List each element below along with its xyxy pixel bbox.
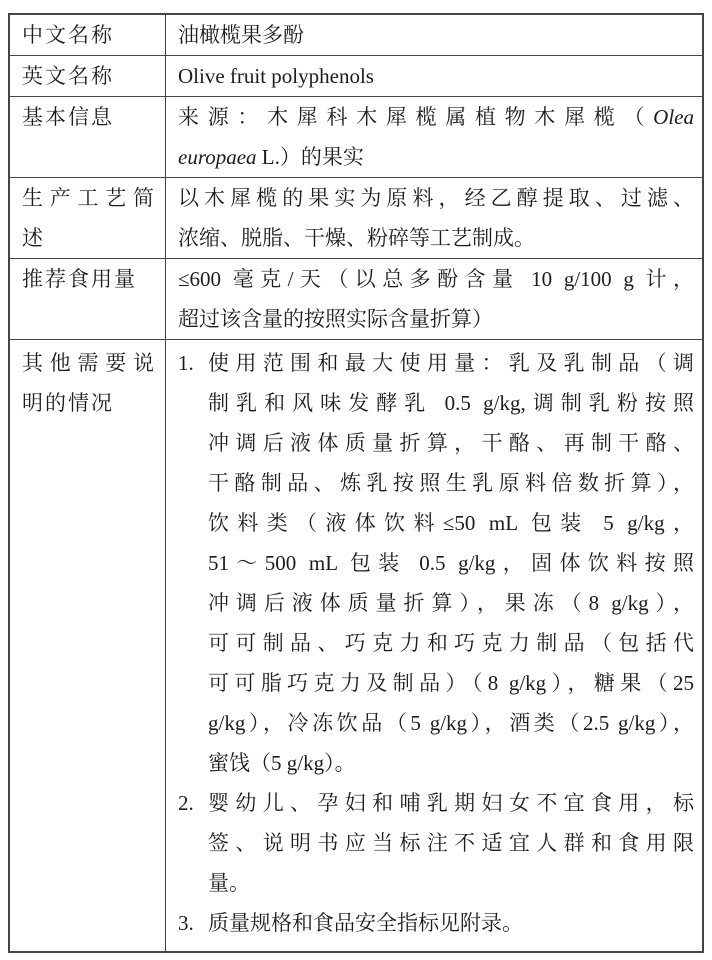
list-item-body xyxy=(208,343,694,783)
list-item-line: 冲调后液体质量折算），果冻（8 g/kg）， xyxy=(208,591,694,615)
list-item xyxy=(178,343,694,783)
row-value-line: ≤600 毫克/天（以总多酚含量 10 g/100 g 计， xyxy=(178,267,694,291)
row-label-cell xyxy=(10,97,166,177)
botanical-name-part: europaea xyxy=(178,145,257,169)
list-item-number: 3. xyxy=(178,911,194,935)
botanical-name-part: Olea xyxy=(653,105,694,129)
row-label-cell xyxy=(10,259,166,339)
table-row-english-name xyxy=(10,55,702,96)
row-label: 基本信息 xyxy=(22,105,114,129)
list-item-line: 饮料类（液体饮料≤50 mL 包装 5 g/kg， xyxy=(208,511,694,535)
list-item xyxy=(178,783,694,903)
list-item-line: 婴幼儿、孕妇和哺乳期妇女不宜食用，标 xyxy=(208,791,694,815)
table-row-chinese-name xyxy=(10,15,702,55)
row-label: 生产工艺简述 xyxy=(22,186,156,250)
list-item-body xyxy=(208,903,694,943)
row-value-cell xyxy=(166,56,702,96)
list-item-line: 签、说明书应当标注不适宜人群和食用限 xyxy=(208,831,694,855)
source-text: 来源：木犀科木犀榄属植物木犀榄（ xyxy=(178,105,654,129)
row-value-cell xyxy=(166,340,702,951)
row-value-line xyxy=(178,137,694,177)
row-value-line: 浓缩、脱脂、干燥、粉碎等工艺制成。 xyxy=(178,226,535,250)
list-item-line: 量。 xyxy=(208,871,250,895)
row-value-line: 超过该含量的按照实际含量折算） xyxy=(178,307,493,331)
row-value-line: 以木犀榄的果实为原料，经乙醇提取、过滤、 xyxy=(178,186,694,210)
row-value: 油橄榄果多酚 xyxy=(178,23,304,47)
table-row-production-process xyxy=(10,177,702,258)
list-item xyxy=(178,903,694,943)
row-label: 英文名称 xyxy=(22,64,114,88)
row-label-cell xyxy=(10,56,166,96)
list-item-line: 可可制品、巧克力和巧克力制品（包括代 xyxy=(208,631,694,655)
row-label: 其他需要说明的情况 xyxy=(22,351,156,415)
row-label-cell xyxy=(10,340,166,951)
list-item-line: 冲调后液体质量折算，干酪、再制干酪、 xyxy=(208,431,694,455)
list-item-line: 制乳和风味发酵乳 0.5 g/kg,调制乳粉按照 xyxy=(208,391,694,415)
row-value-line xyxy=(178,97,694,137)
list-item-body xyxy=(208,783,694,903)
spec-table xyxy=(8,13,704,953)
table-row-recommended-intake xyxy=(10,258,702,339)
source-text: L.）的果实 xyxy=(256,145,364,169)
row-value-cell xyxy=(166,259,702,339)
row-label-cell xyxy=(10,15,166,55)
list-item-line: 干酪制品、炼乳按照生乳原料倍数折算）， xyxy=(208,471,694,495)
list-item-number: 2. xyxy=(178,791,194,815)
row-value-cell xyxy=(166,97,702,177)
table-row-other-notes xyxy=(10,339,702,951)
list-item-line: 质量规格和食品安全指标见附录。 xyxy=(208,911,523,935)
row-value-cell xyxy=(166,178,702,258)
row-value-cell xyxy=(166,15,702,55)
row-label-cell xyxy=(10,178,166,258)
list-item-number: 1. xyxy=(178,351,194,375)
list-item-line: 使用范围和最大使用量：乳及乳制品（调 xyxy=(208,351,694,375)
list-item-line: 51～500 mL 包装 0.5 g/kg，固体饮料按照 xyxy=(208,551,694,575)
list-item-line: 蜜饯（5 g/kg）。 xyxy=(208,751,356,775)
row-label: 中文名称 xyxy=(22,23,114,47)
row-label: 推荐食用量 xyxy=(22,267,137,291)
list-item-line: 可可脂巧克力及制品）（8 g/kg），糖果（25 xyxy=(208,671,694,695)
list-item-line: g/kg），冷冻饮品（5 g/kg），酒类（2.5 g/kg）， xyxy=(208,711,694,735)
row-value: Olive fruit polyphenols xyxy=(178,64,374,88)
table-row-basic-info xyxy=(10,96,702,177)
